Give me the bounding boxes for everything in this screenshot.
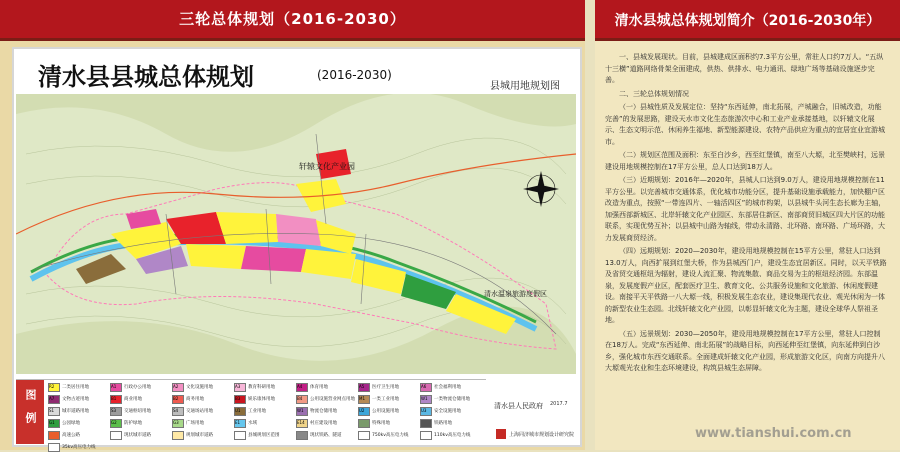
legend-swatch: A3: [234, 383, 246, 392]
legend-swatch: S1: [48, 407, 60, 416]
legend-swatch: [172, 431, 184, 440]
legend-item: [48, 430, 110, 440]
legend-item: [358, 382, 420, 392]
legend-swatch: A1: [110, 383, 122, 392]
legend-label: 商务用地: [186, 397, 204, 402]
plan-years: (2016-2030): [317, 68, 392, 82]
legend-swatch: S4: [172, 407, 184, 416]
legend-label: 医疗卫生用地: [372, 385, 399, 390]
legend-item: [110, 406, 172, 416]
legend-item: [358, 430, 420, 440]
legend-swatch: A6: [420, 383, 432, 392]
legend-item: [296, 406, 358, 416]
legend-label: 体育用地: [310, 385, 328, 390]
legend-label: 商业用地: [124, 397, 142, 402]
legend-item: [172, 406, 234, 416]
legend-item: [296, 394, 358, 404]
legend-swatch: E14: [296, 419, 308, 428]
legend-label: 二类居住用地: [62, 385, 89, 390]
legend-swatch: W1: [420, 395, 432, 404]
legend-swatch: G3: [172, 419, 184, 428]
legend-label: 文物古迹用地: [62, 397, 89, 402]
legend-swatch: [420, 431, 432, 440]
institute-logo: [496, 429, 506, 439]
legend-label: 特殊用地: [372, 421, 390, 426]
legend-label: 娱乐康体用地: [248, 397, 275, 402]
legend-swatch: B4: [296, 395, 308, 404]
legend-label: 社会福利用地: [434, 385, 461, 390]
legend-swatch: [296, 431, 308, 440]
legend-label: 一类物流仓储用地: [434, 397, 470, 402]
legend-swatch: [48, 431, 60, 440]
legend-item: [172, 394, 234, 404]
legend-item: [358, 394, 420, 404]
intro-panel-title: 清水县城总体规划简介（2016-2030年）: [614, 13, 881, 29]
legend-swatch: [420, 419, 432, 428]
legend-item: [48, 382, 110, 392]
intro-text: [605, 52, 887, 442]
legend-label: 现状铁路、隧道: [310, 433, 342, 438]
legend-label: 水域: [248, 421, 257, 426]
legend-label: 公用设施营业网点用地: [310, 397, 355, 402]
legend-item: [358, 406, 420, 416]
legend-swatch: R2: [48, 383, 60, 392]
intro-paragraph: （五）远景规划：2030—2050年，建设用地规模控制在17平方公里，常驻人口控制在18万人。完成“东西延伸、南北拓展”的战略目标，向西延伸至红堡镇，向东延伸到白沙乡，强化城市东西交通联系。全面建成轩辕文化产业园，形成旅游文化区，向南方向提升八大塬观光农业和生态环境建设，构筑县城生态屏障。: [605, 329, 885, 372]
legend-swatch: [358, 419, 370, 428]
legend-swatch: U3: [420, 407, 432, 416]
plan-panel-title: 三轮总体规划（2016-2030）: [179, 10, 406, 28]
legend-swatch: [48, 443, 60, 452]
scenic-area-label: 清水温泉旅游度假区: [484, 290, 547, 298]
legend-label: 城市道路用地: [62, 409, 89, 414]
legend-item: [420, 430, 482, 440]
legend-item: [420, 418, 482, 428]
intro-paragraph: （三）近期规划：2016年—2020年，县城人口达到9.0万人，建设用地规模控制在11平方公里。以完善城市交通体系，优化城市功能分区，提升基础设施承载能力，加快棚户区改造为重点，按照“一带连四片、一轴活四区”的城市构架，以县城牛头河生态长廊为主轴，加强西部新城区、北岸轩辕文化产业园区、东部居住新区、南部商贸旧城区四大片区的功能联系，实现优势互补；以县城中山路为轴线，带动永清路、北环路、南环路、广场环路，大力发展商贸经济。: [605, 176, 886, 242]
legend-item: [110, 382, 172, 392]
footer-institute: [496, 427, 574, 441]
legend-item: [48, 442, 110, 452]
legend-swatch: E1: [234, 419, 246, 428]
legend-label: 工业用地: [248, 409, 266, 414]
legend-swatch: W1: [296, 407, 308, 416]
legend-item: [110, 418, 172, 428]
legend-item: [172, 418, 234, 428]
intro-panel: [595, 0, 900, 450]
legend-item: [296, 382, 358, 392]
legend-item: [172, 382, 234, 392]
plan-title: 清水县县城总体规划: [38, 63, 254, 91]
legend-swatch: [110, 431, 122, 440]
intro-paragraph: 一、县城发展现状。目前，县城建成区面积约7.3平方公里，常驻人口约7万人。“五纵十三横”道路网络骨架全面建成，供热、供排水、电力通讯、绿地广场等基础设施逐步完善。: [605, 53, 884, 84]
legend-label: 公园绿地: [62, 421, 80, 426]
legend-head: 图例: [16, 380, 44, 444]
legend-label: 35kv高压电力线: [62, 445, 96, 450]
legend-label: 教育科研用地: [248, 385, 275, 390]
footer-government: 清水县人民政府: [494, 402, 543, 410]
land-use-map: [16, 94, 576, 374]
legend-swatch: B2: [172, 395, 184, 404]
legend-label: 防护绿地: [124, 421, 142, 426]
map-legend: [16, 379, 486, 450]
legend-item: [358, 418, 420, 428]
legend-swatch: B1: [110, 395, 122, 404]
legend-item: [234, 418, 296, 428]
legend-label: 规划城市道路: [186, 433, 213, 438]
legend-item: [420, 382, 482, 392]
legend-item: [172, 430, 234, 440]
legend-item: [420, 394, 482, 404]
legend-swatch: U2: [358, 407, 370, 416]
legend-swatch: G2: [110, 419, 122, 428]
legend-swatch: B3: [234, 395, 246, 404]
legend-swatch: U1: [234, 407, 246, 416]
legend-label: 交通枢纽用地: [124, 409, 151, 414]
legend-swatch: [234, 431, 246, 440]
legend-swatch: G1: [48, 419, 60, 428]
footer-institute-name: 上海同济城市规划设计研究院: [509, 431, 575, 438]
legend-item: [234, 382, 296, 392]
legend-item: [48, 406, 110, 416]
plan-panel-header: [0, 0, 585, 41]
legend-item: [234, 394, 296, 404]
legend-item: [296, 430, 358, 440]
plan-subtitle: 县城用地规划图: [490, 81, 560, 92]
intro-paragraph: （四）远期规划：2020—2030年，建设用地规模控制在15平方公里，常驻人口达到13.0万人，向西扩展到红堡大桥，作为县城西门户，建设生态宜居新区。同时，以天平铁路及省贸交通枢纽为辐射，建设人流汇聚、物流集散、商品交易为主的枢纽经济园。东部温泉，发展度假产业区，配套医疗卫生、教育文化、公共服务设施和文化旅游、休闲度假建设。南接平天平铁路一八大塬一线，积极发展生态农业，建设集现代农业、观光休闲为一体的新型农业生态园。北线轩辕文化产业园，以彰显轩辕文化为主题，建设全球华人祭祖圣地。: [605, 247, 887, 324]
legend-item: [420, 406, 482, 416]
legend-label: 一类工业用地: [372, 397, 399, 402]
legend-label: 行政办公用地: [124, 385, 151, 390]
intro-paragraph: （一）县城性质及发展定位：坚持“东西延伸，南北拓展，产城融合，旧城改造，功能完善”的发展思路，建设天水市文化生态旅游次中心和工业产业承接基地，以轩辕文化展示、生态文明示范、休闲养生福地、新型能源建设、农特产品供应为重点的宜居宜业宜游城市。: [605, 103, 885, 146]
legend-label: 110kv高压电力线: [434, 433, 471, 438]
site-watermark: www.tianshui.com.cn: [695, 426, 852, 441]
legend-label: 公用设施用地: [372, 409, 399, 414]
industry-park-label: 轩辕文化产业园: [299, 162, 355, 171]
legend-swatch: A4: [296, 383, 308, 392]
legend-swatch: [358, 431, 370, 440]
intro-paragraph: 二、三轮总体规划情况: [619, 89, 689, 98]
legend-item: [110, 430, 172, 440]
legend-item: [110, 394, 172, 404]
footer-year: 2017.7: [550, 401, 568, 407]
legend-label: 村庄建设用地: [310, 421, 337, 426]
legend-label: 文化设施用地: [186, 385, 213, 390]
legend-item: [234, 430, 296, 440]
plan-map-frame: [12, 47, 582, 450]
legend-swatch: A5: [358, 383, 370, 392]
legend-item: [48, 418, 110, 428]
legend-item: [234, 406, 296, 416]
legend-items: [48, 382, 484, 450]
legend-swatch: S3: [110, 407, 122, 416]
legend-item: [48, 394, 110, 404]
legend-swatch: A7: [48, 395, 60, 404]
legend-swatch: A2: [172, 383, 184, 392]
legend-label: 安全设施用地: [434, 409, 461, 414]
legend-label: 广场用地: [186, 421, 204, 426]
legend-label: 高速公路: [62, 433, 80, 438]
legend-label: 750kv高压电力线: [372, 433, 409, 438]
intro-panel-header: [595, 0, 900, 41]
intro-paragraph: （二）规划区范围及面积：东至白沙乡，西至红堡镇，南至八大塬，北至樊峡村，远景建设用地规模控制在17平方公里，总人口达到18万人。: [605, 151, 885, 171]
legend-label: 县城规划区范围: [248, 433, 280, 438]
legend-label: 现状城市道路: [124, 433, 151, 438]
legend-swatch: M1: [358, 395, 370, 404]
legend-label: 物流仓储用地: [310, 409, 337, 414]
legend-label: 交通场站用地: [186, 409, 213, 414]
legend-item: [296, 418, 358, 428]
legend-label: 铁路用地: [434, 421, 452, 426]
